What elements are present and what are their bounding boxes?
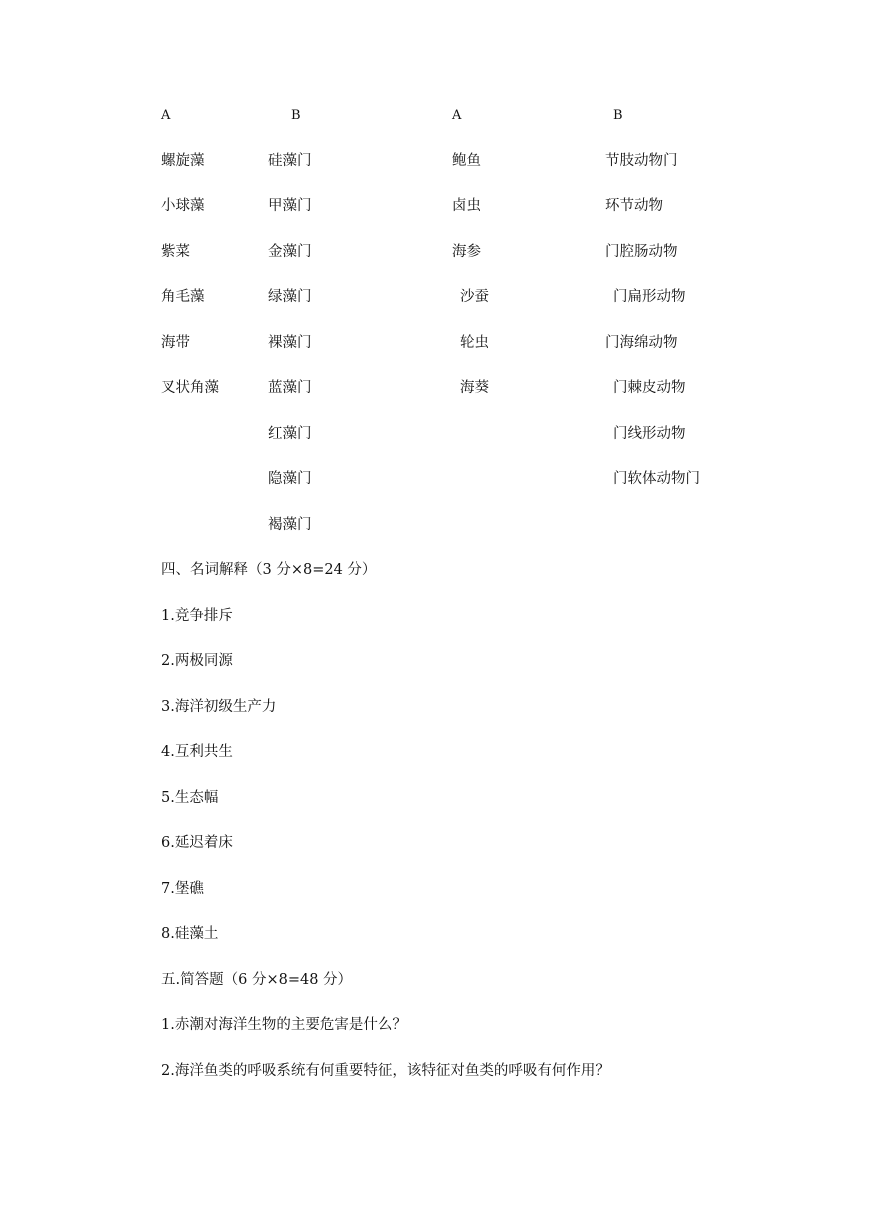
list-item: 红藻门: [268, 426, 312, 442]
list-item: 绿藻门: [268, 289, 312, 305]
list-item: 海参: [452, 244, 481, 260]
list-item: 卤虫: [452, 198, 481, 214]
list-item: 2.海洋鱼类的呼吸系统有何重要特征，该特征对鱼类的呼吸有何作用？: [161, 1063, 610, 1079]
list-item: 裸藻门: [268, 335, 312, 351]
list-item: 叉状角藻: [161, 380, 219, 396]
list-item: 鲍鱼: [452, 153, 481, 169]
list-item: 门线形动物: [613, 426, 686, 442]
list-item: 5.生态幅: [161, 790, 219, 806]
list-item: 甲藻门: [268, 198, 312, 214]
list-item: 门棘皮动物: [613, 380, 686, 396]
list-item: 门软体动物门: [613, 471, 700, 487]
list-item: 门腔肠动物: [605, 244, 678, 260]
list-item: 环节动物: [605, 198, 663, 214]
list-item: 海带: [161, 335, 190, 351]
right-header-a: A: [452, 108, 462, 123]
list-item: 小球藻: [161, 198, 205, 214]
list-item: 1.竞争排斥: [161, 608, 233, 624]
list-item: 1.赤潮对海洋生物的主要危害是什么？: [161, 1017, 407, 1033]
list-item: 角毛藻: [161, 289, 205, 305]
list-item: 紫菜: [161, 244, 190, 260]
section4-title: 四、名词解释（3 分×8=24 分）: [161, 562, 377, 578]
list-item: 门扁形动物: [613, 289, 686, 305]
list-item: 门海绵动物: [605, 335, 678, 351]
list-item: 螺旋藻: [161, 153, 205, 169]
list-item: 3.海洋初级生产力: [161, 699, 277, 715]
list-item: 蓝藻门: [268, 380, 312, 396]
list-item: 海葵: [460, 380, 489, 396]
list-item: 7.堡礁: [161, 881, 204, 897]
right-header-b: B: [613, 108, 623, 123]
list-item: 4.互利共生: [161, 744, 233, 760]
list-item: 节肢动物门: [605, 153, 678, 169]
list-item: 硅藻门: [268, 153, 312, 169]
list-item: 6.延迟着床: [161, 835, 233, 851]
list-item: 轮虫: [460, 335, 489, 351]
left-header-b: B: [291, 108, 301, 123]
list-item: 褐藻门: [268, 517, 312, 533]
list-item: 2.两极同源: [161, 653, 233, 669]
list-item: 沙蚕: [460, 289, 489, 305]
section5-title: 五.简答题（6 分×8=48 分）: [161, 972, 353, 988]
list-item: 8.硅藻土: [161, 926, 219, 942]
list-item: 隐藻门: [268, 471, 312, 487]
left-header-a: A: [161, 108, 171, 123]
list-item: 金藻门: [268, 244, 312, 260]
